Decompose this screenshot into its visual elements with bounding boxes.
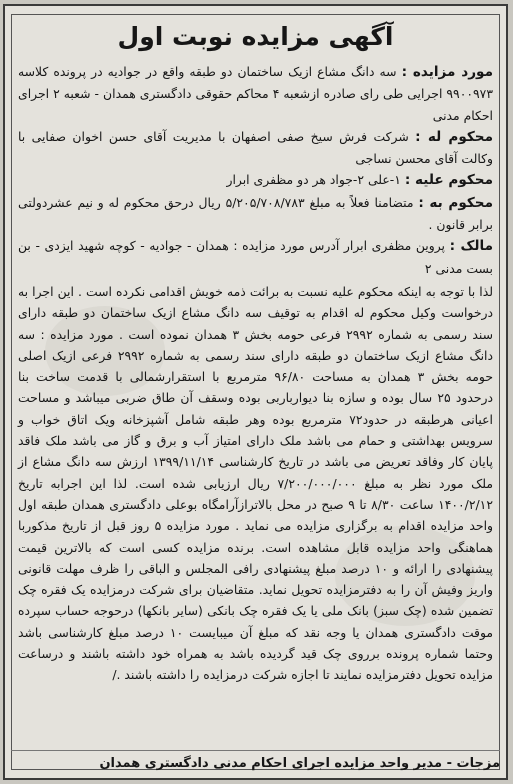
notice-frame (11, 14, 500, 770)
footer-label: مزجات - (446, 756, 500, 771)
judgment-debtor-text: ۱-علی ۲-جواد هر دو مظفری ابرار (226, 172, 401, 188)
judgment-amount-label: محکوم به : (418, 194, 493, 211)
judgment-debtor-label: محکوم علیه : (404, 172, 493, 189)
auction-subject-text: سه دانگ مشاع ازیک ساختمان دو طبقه واقع در جوادیه در پرونده کلاسه ۹۹۰۰۹۷۳ اجرایی طی رای صادره ازشعبه ۴ محاکم حقوقی دادگستری همدان - شعبه ۲ اجرای احکام مدنی (18, 64, 493, 123)
notice-title: آگهی مزایده نوبت اول (117, 22, 394, 51)
judgment-amount-text: متضامنا فعلاً به مبلغ ۵/۲۰۵/۷۰۸/۷۸۳ ریال درحق محکوم له و نیم عشردولتی برابر قانون . (18, 194, 493, 233)
newspaper-clipping (3, 4, 508, 780)
judgment-creditor-label: محکوم له : (415, 128, 493, 145)
owner-section (18, 235, 493, 279)
judgment-creditor-text: شرکت فرش سیخ صفی اصفهان با مدیریت آقای حسن اخوان صفایی با وکالت آقای محسن نساجی (18, 128, 493, 167)
auction-subject-section (18, 61, 493, 126)
judgment-amount-section (18, 192, 493, 236)
judgment-creditor-section (18, 126, 493, 170)
notice-body-text: لذا با توجه به اینکه محکوم علیه نسبت به برائت ذمه خویش اقدامی نکرده است . این اجرا به درخواست وکیل محکوم له اقدام به توقیف سه دانگ مشاع ازیک ساختمان دو طبقه دارای سند رسمی به شماره ۲۹۹۲ فرعی حومه بخش ۳ همدان نموده است . مورد مزایده : سه دانگ مشاع ازیک ساختمان دو طبقه دارای سند رسمی به شماره ۲۹۹۲ فرعی ازیک اصلی حومه بخش ۳ همدان به مساحت ۹۶/۸۰ مترمربع با استقرارشمالی با قدمت ساخت بنا درحدود ۲۵ سال بوده و سازه بنا دیوارباربی بوده وسقف آن طاق ضربی میباشد و مساحت اعیانی هرطبقه در حدود۷۲ مترمربع بوده وهر طبقه شامل آشپزخانه ویک اتاق خواب و سرویس بهداشتی و حمام می باشد ملک دارای امتیاز آب و برق و گاز می باشد ملک فاقد پایان کار وفاقد تعریض می باشد در تاریخ کارشناسی ۱۳۹۹/۱۱/۱۴ ارزش سه دانگ مشاع از ملک مورد نظر به مبلغ ۷/۲۰۰/۰۰۰/۰۰۰ ریال ارزیابی شده است. لذا این اجرابه تاریخ ۱۴۰۰/۲/۱۲ ساعت ۸/۳۰ تا ۹ صبح در محل بالاترازآرامگاه بوعلی دادگستری همدان طبقه اول واحد مزایده اقدام به برگزاری مزایده می نماید . مورد مزایده ۵ روز قبل از تاریخ مذکوربا هماهنگی واحد مزایده قابل مشاهده است. برنده مزایده کسی است که بالاترین قیمت پیشنهادی را ارائه و ۱۰ درصد مبلغ پیشنهادی رافی المجلس و الباقی را ظرف مهلت قانونی واریز وفیش آن را به دفترمزایده تحویل نماید. متقاضیان برای شرکت درمزایده یک فقره چک تضمین شده (چک سبز) بانک ملی یا یک فقره چک بانکی (سایر بانکها) درحوجه حساب سپرده موقت دادگستری همدان یا وجه نقد که مبلغ آن میبایست ۱۰ درصد مبلغ کارشناسی باشد وحتما شماره پرونده برروی چک قید گردیده باشد به همراه خود داشته باشند و درساعت مزایده تحویل دفترمزایده نمایند تا اجازه شرکت درمزایده را داشته باشند ./ (18, 283, 494, 683)
owner-text: پروین مظفری ابرار آدرس مورد مزایده : همدان - جوادیه - کوچه شهید ایزدی - بن بست مدنی ۲ (18, 238, 493, 276)
footer-signature: مدیر واحد مزایده اجرای احکام مدنی دادگستری همدان (99, 756, 443, 771)
notice-footer (11, 750, 500, 775)
auction-subject-label: مورد مزایده : (401, 64, 493, 80)
judgment-debtor-section (18, 169, 493, 191)
owner-label: مالک : (449, 238, 493, 255)
